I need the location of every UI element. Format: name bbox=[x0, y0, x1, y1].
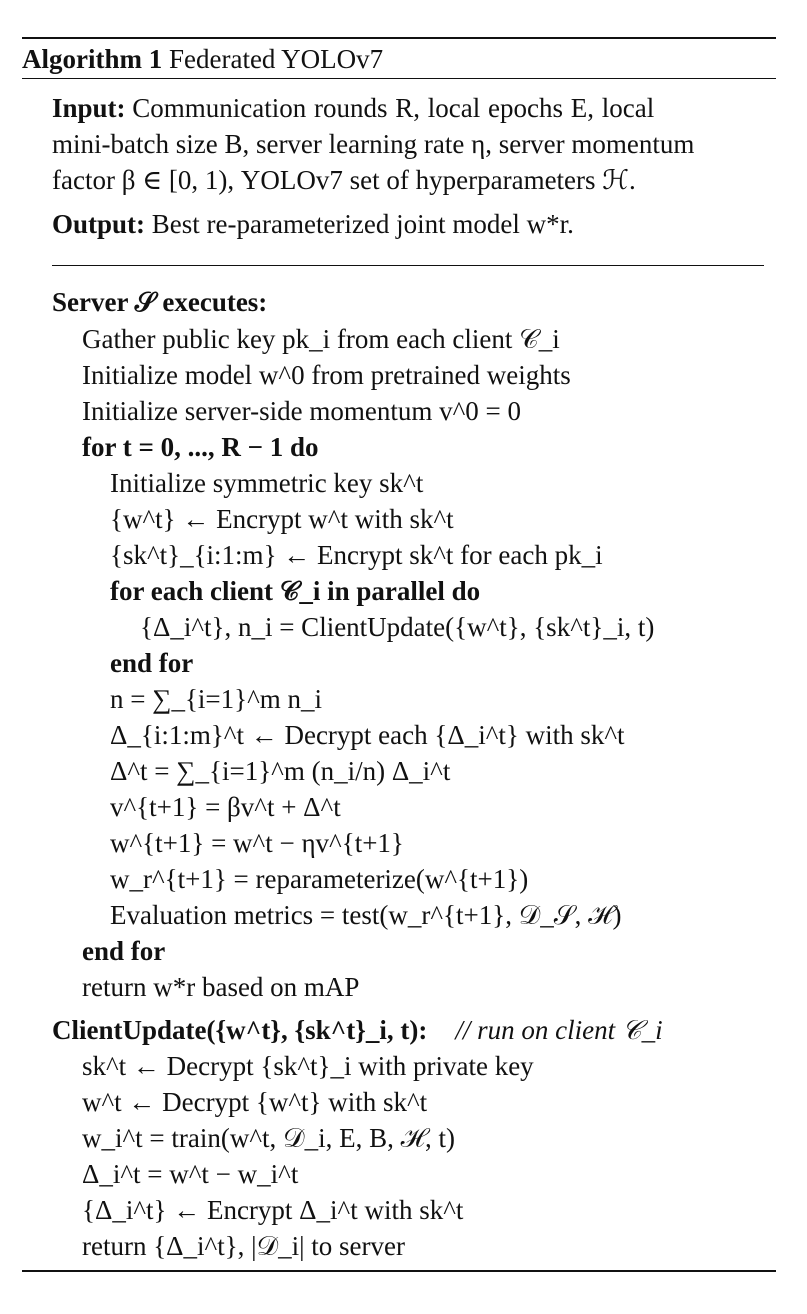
server-line-end-for-inner: end for bbox=[110, 648, 194, 678]
server-line-15: w^{t+1} = w^t − ηv^{t+1} bbox=[110, 828, 404, 858]
algorithm-label: Algorithm 1 bbox=[22, 44, 163, 74]
server-line-for-round: for t = 0, ..., R − 1 do bbox=[82, 432, 319, 462]
server-line-3: Initialize server-side momentum v^0 = 0 bbox=[82, 396, 521, 426]
server-line-7: {sk^t}_{i:1:m} ← Encrypt sk^t for each pk_i bbox=[110, 540, 603, 570]
top-rule bbox=[22, 37, 776, 39]
output-line bbox=[52, 208, 574, 240]
client-line-4: Δ_i^t = w^t − w_i^t bbox=[82, 1159, 299, 1189]
separator-rule bbox=[52, 265, 764, 266]
client-header-line bbox=[52, 1014, 663, 1046]
server-line-17: Evaluation metrics = test(w_r^{t+1}, 𝒟_𝒮, ℋ) bbox=[110, 900, 622, 930]
server-line-9: {Δ_i^t}, n_i = ClientUpdate({w^t}, {sk^t}_i, t) bbox=[140, 612, 655, 642]
server-line-12: Δ_{i:1:m}^t ← Decrypt each {Δ_i^t} with sk^t bbox=[110, 720, 625, 750]
client-comment: // run on client 𝒞_i bbox=[455, 1015, 663, 1045]
algorithm-caption bbox=[22, 40, 383, 78]
input-line-1 bbox=[52, 92, 654, 124]
server-header: Server 𝒮 executes: bbox=[52, 287, 268, 317]
server-line-for-client: for each client 𝒞_i in parallel do bbox=[110, 576, 481, 606]
server-line-1: Gather public key pk_i from each client 𝒞_i bbox=[82, 324, 560, 354]
algorithm-name: Federated YOLOv7 bbox=[168, 44, 384, 74]
server-line-2: Initialize model w^0 from pretrained weights bbox=[82, 360, 571, 390]
output-text: Best re-parameterized joint model w*r. bbox=[151, 209, 574, 239]
server-line-11: n = ∑_{i=1}^m n_i bbox=[110, 684, 323, 714]
server-line-6: {w^t} ← Encrypt w^t with sk^t bbox=[110, 504, 454, 534]
server-line-16: w_r^{t+1} = reparameterize(w^{t+1}) bbox=[110, 864, 529, 894]
input-line-2: mini-batch size B, server learning rate η, server momentum bbox=[52, 129, 695, 159]
client-line-3: w_i^t = train(w^t, 𝒟_i, E, B, ℋ, t) bbox=[82, 1123, 455, 1153]
client-line-2: w^t ← Decrypt {w^t} with sk^t bbox=[82, 1087, 428, 1117]
bottom-rule bbox=[22, 1270, 776, 1272]
input-label: Input: bbox=[52, 93, 126, 123]
caption-rule bbox=[22, 78, 776, 79]
server-line-return: return w*r based on mAP bbox=[82, 972, 360, 1002]
client-line-return: return {Δ_i^t}, |𝒟_i| to server bbox=[82, 1231, 405, 1261]
client-header: ClientUpdate({w^t}, {sk^t}_i, t): bbox=[52, 1015, 428, 1045]
server-line-5: Initialize symmetric key sk^t bbox=[110, 468, 424, 498]
client-line-1: sk^t ← Decrypt {sk^t}_i with private key bbox=[82, 1051, 534, 1081]
server-line-end-for-outer: end for bbox=[82, 936, 166, 966]
server-line-13: Δ^t = ∑_{i=1}^m (n_i/n) Δ_i^t bbox=[110, 756, 451, 786]
server-line-14: v^{t+1} = βv^t + Δ^t bbox=[110, 792, 341, 822]
input-text-1: Communication rounds R, local epochs E, local bbox=[132, 93, 655, 123]
output-label: Output: bbox=[52, 209, 146, 239]
input-line-3: factor β ∈ [0, 1), YOLOv7 set of hyperparameters ℋ. bbox=[52, 165, 636, 195]
client-line-5: {Δ_i^t} ← Encrypt Δ_i^t with sk^t bbox=[82, 1195, 464, 1225]
